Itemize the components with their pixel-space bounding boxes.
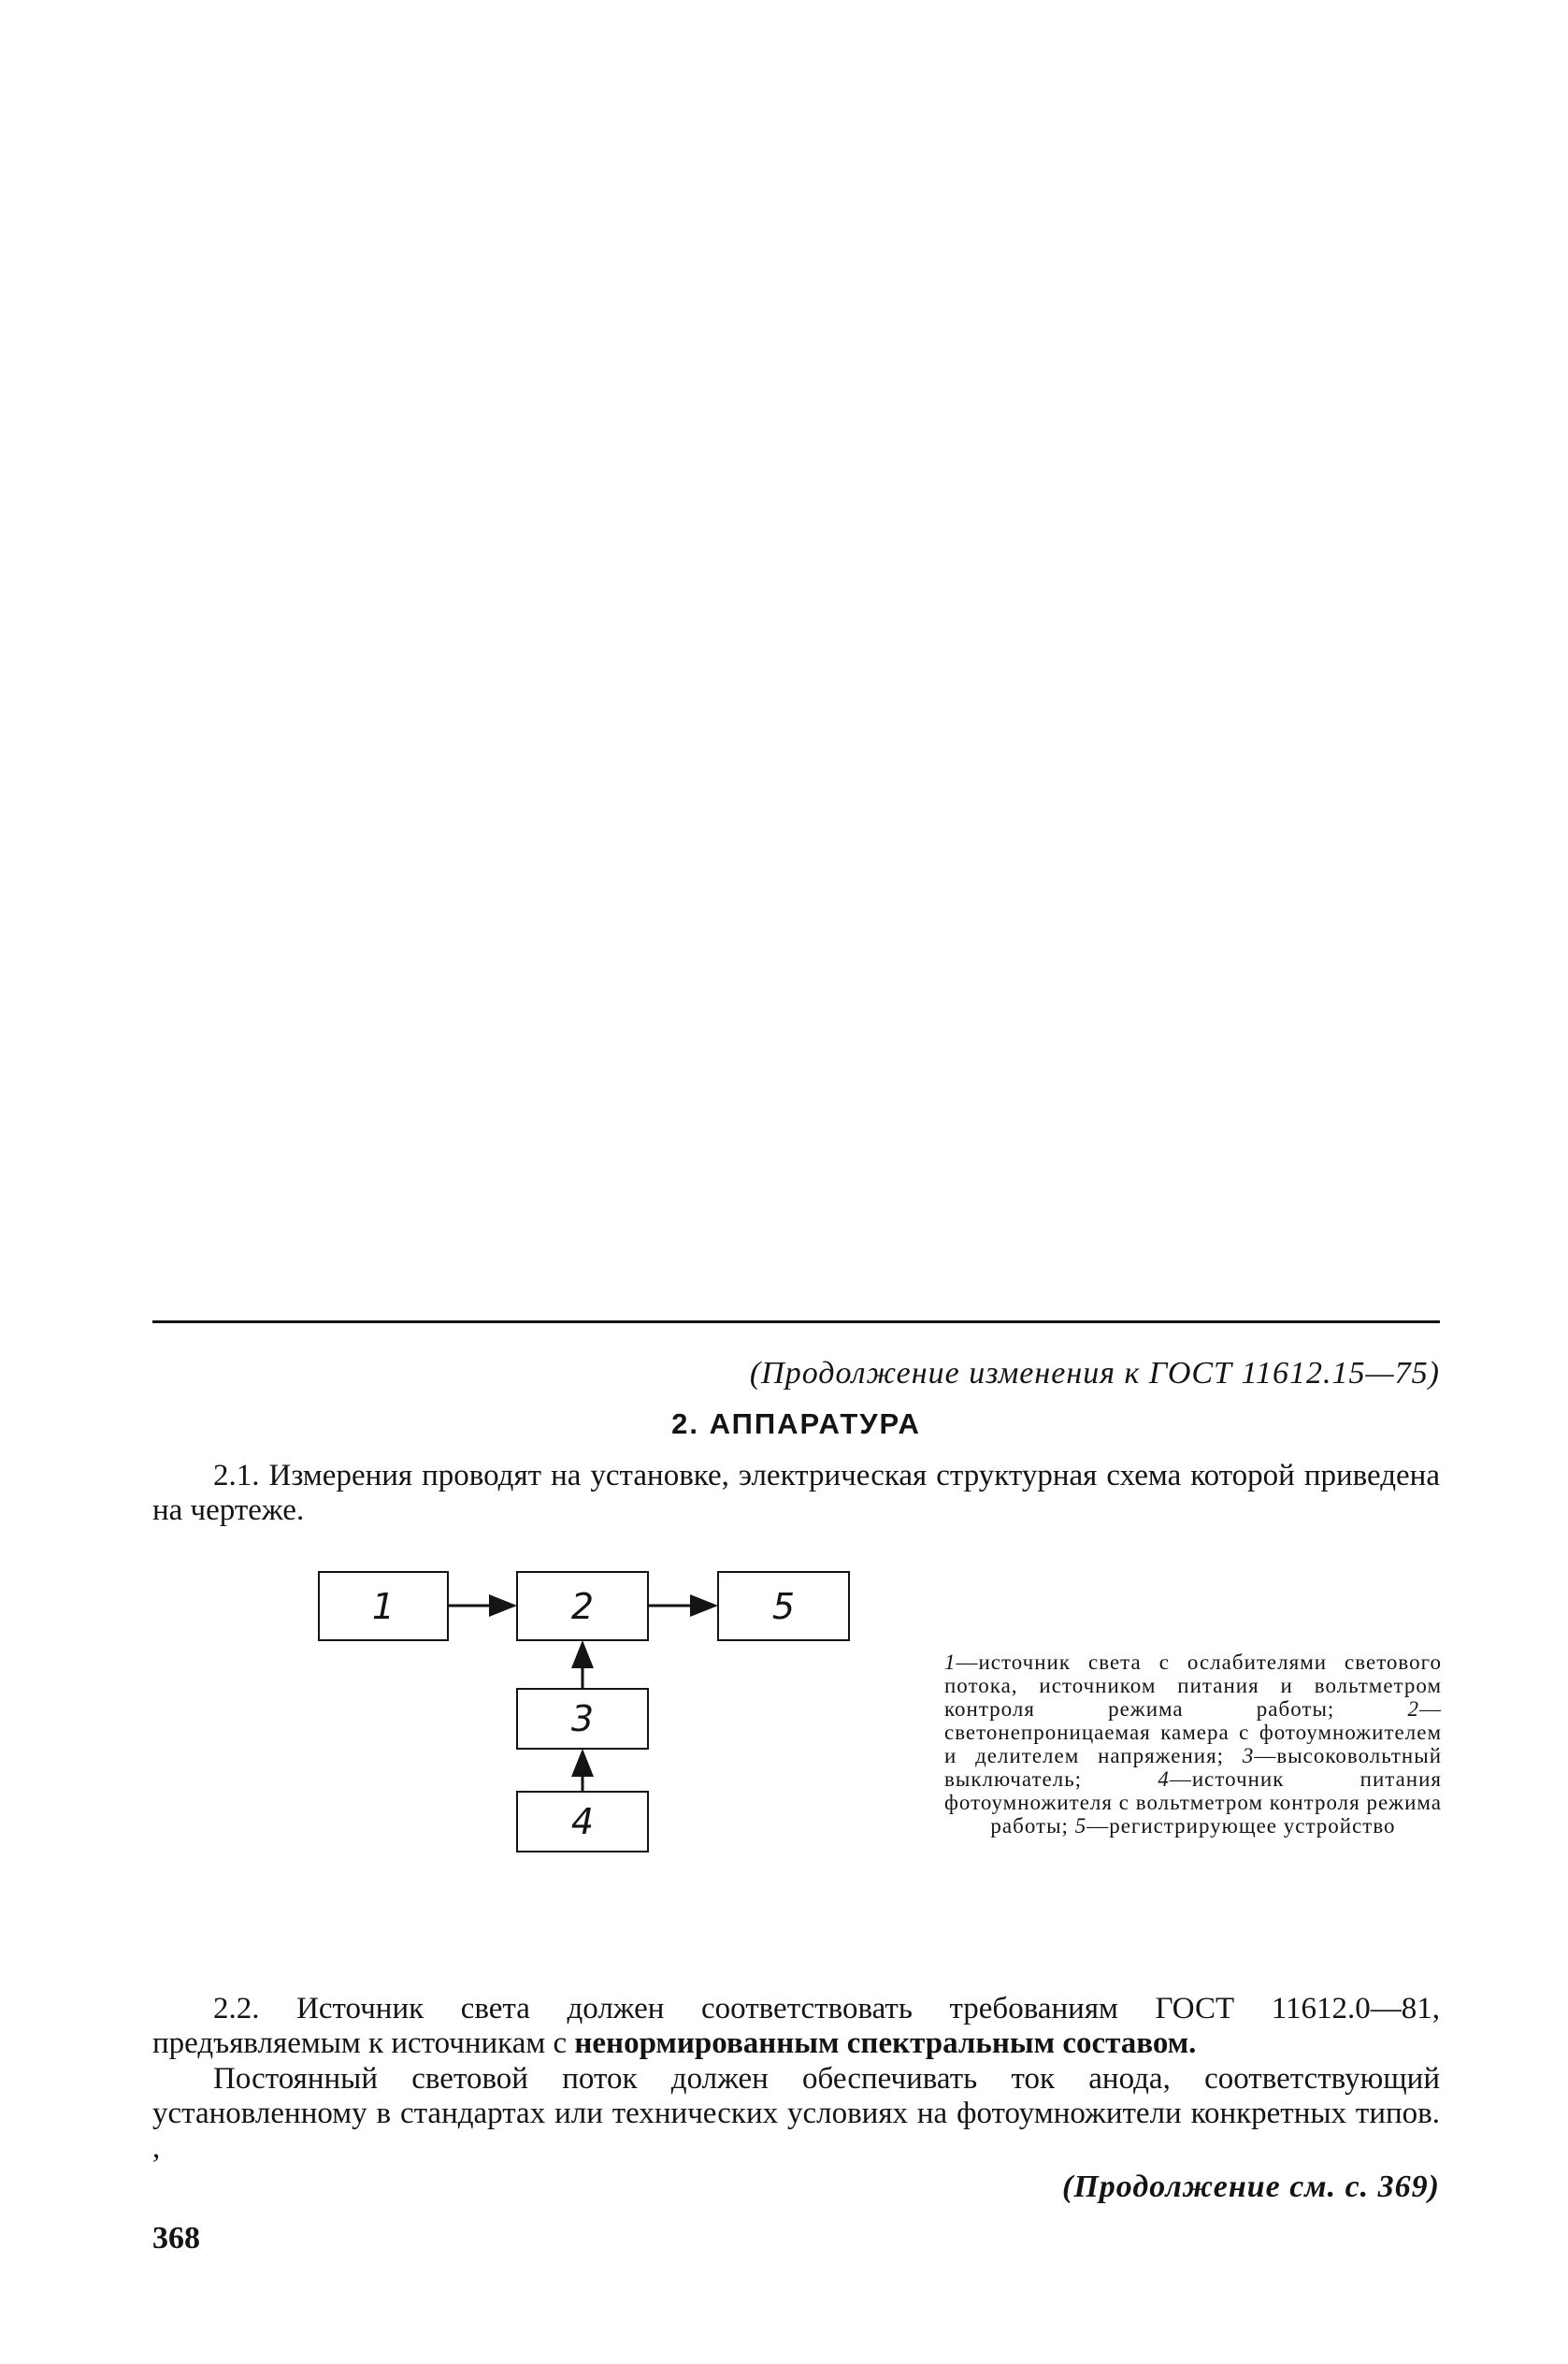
- block-1-light-source: 1: [318, 1571, 449, 1641]
- legend-text-2: —светонепроницаемая камера с фотоумножителем и делителем напряжения;: [944, 1697, 1442, 1767]
- paragraph-2-2: [152, 1992, 1440, 2061]
- block-2-dark-chamber: 2: [516, 1571, 649, 1641]
- legend-num-4: 4: [1158, 1767, 1170, 1791]
- paragraph-2-2-bold-text: ненормированным спектральным составом.: [574, 2026, 1197, 2060]
- diagram-legend: [944, 1650, 1442, 1838]
- section-title: 2. АППАРАТУРА: [671, 1407, 921, 1440]
- block-3-hv-switch: 3: [516, 1688, 649, 1750]
- legend-text-1: —источник света с ослабителями светового потока, источником питания и вольтметром контроля режима работы;: [944, 1650, 1442, 1721]
- legend-text-3: —высоковольтный выключатель;: [944, 1744, 1442, 1791]
- continuation-footer: (Продолжение см. с. 369): [1062, 2169, 1440, 2204]
- legend-num-3: 3: [1242, 1744, 1255, 1767]
- legend-num-2: 2: [1407, 1697, 1419, 1721]
- legend-num-5: 5: [1074, 1814, 1087, 1838]
- legend-text-4: —источник питания фотоумножителя с вольтметром контроля режима работы;: [944, 1767, 1442, 1838]
- paragraph-2-1: 2.1. Измерения проводят на установке, электрическая структурная схема которой приведена на чертеже.: [152, 1459, 1440, 1527]
- continuation-header: (Продолжение изменения к ГОСТ 11612.15—75): [749, 1356, 1440, 1391]
- block-5-recorder: 5: [717, 1571, 850, 1641]
- block-4-pmt-power-supply: 4: [516, 1791, 649, 1852]
- top-rule: [152, 1320, 1440, 1323]
- legend-text-5: —регистрирующее устройство: [1086, 1814, 1396, 1838]
- paragraph-2-2-text: 2.2. Источник света должен соответствовать требованиям ГОСТ 11612.0—81, предъявляемым к источникам с: [152, 1992, 1440, 2060]
- paragraph-2-3: Постоянный световой поток должен обеспечивать ток анода, соответствующий установленному в стандартах или технических условиях на фотоумножители конкретных типов. ,: [152, 2062, 1440, 2165]
- page-number: 368: [152, 2221, 200, 2256]
- block-diagram: [281, 1552, 879, 1842]
- legend-num-1: 1: [944, 1650, 957, 1674]
